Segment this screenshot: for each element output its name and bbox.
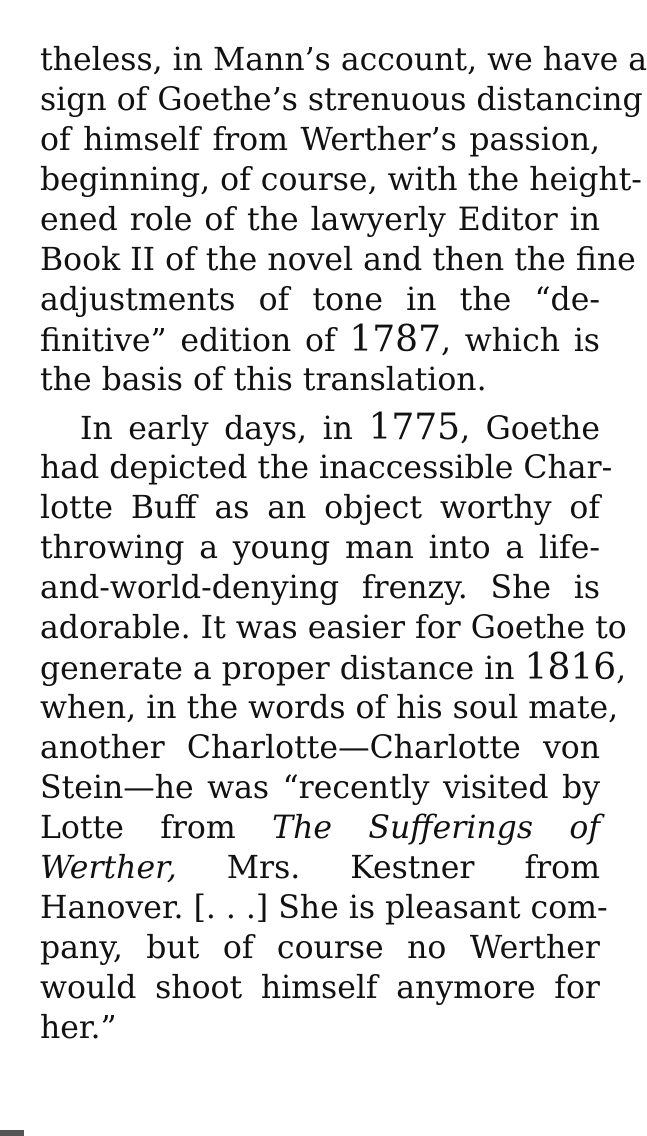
text-line — [40, 200, 600, 240]
italic-title: The Sufferings of — [272, 810, 600, 846]
text-line — [40, 568, 600, 608]
text-segment: her.” — [40, 1010, 117, 1046]
text-segment: Mrs. Kestner from — [176, 850, 600, 886]
text-line — [40, 688, 619, 728]
text-segment: finitive” edition of — [40, 323, 350, 359]
text-line — [40, 160, 642, 200]
text-segment: would shoot himself anymore for — [40, 970, 600, 1006]
text-segment: , — [616, 651, 627, 687]
text-segment: beginning, of course, with the height- — [40, 162, 642, 198]
text-segment: pany, but of course no Werther — [40, 930, 600, 966]
text-line — [40, 728, 600, 768]
text-segment: when, in the words of his soul mate, — [40, 690, 619, 726]
text-line — [40, 320, 600, 360]
italic-title: Werther, — [40, 850, 177, 886]
text-segment: another Charlotte—Charlotte von — [40, 730, 600, 766]
oldstyle-number: 1787 — [349, 319, 441, 360]
text-line — [40, 80, 643, 120]
text-line — [40, 528, 600, 568]
text-line — [40, 360, 600, 400]
oldstyle-number: 1816 — [524, 647, 617, 688]
text-segment: Book II of the novel and then the fine — [40, 242, 636, 278]
text-segment: adjustments of tone in the “de- — [40, 282, 600, 318]
reading-text-column — [40, 40, 647, 1048]
text-line — [40, 240, 636, 280]
text-line — [40, 768, 600, 808]
text-segment: adorable. It was easier for Goethe to — [40, 610, 627, 646]
text-segment: , which is — [440, 323, 600, 359]
text-line — [40, 488, 600, 528]
text-segment: Hanover. [. . .] She is pleasant com- — [40, 890, 608, 926]
text-segment: lotte Buff as an object worthy of — [40, 490, 600, 526]
text-segment: ened role of the lawyerly Editor in — [40, 202, 600, 238]
text-line — [40, 808, 600, 848]
text-line — [40, 280, 600, 320]
text-paragraph — [40, 40, 647, 400]
text-segment: of himself from Werther’s passion, — [40, 122, 600, 158]
page-progress-marker — [0, 1130, 24, 1136]
text-segment: and-world-denying frenzy. She is — [40, 570, 600, 606]
text-segment: had depicted the inaccessible Char- — [40, 450, 613, 486]
text-segment: sign of Goethe’s strenuous distancing — [40, 82, 643, 118]
text-line — [40, 1008, 600, 1048]
text-line — [40, 848, 600, 888]
text-segment: Lotte from — [40, 810, 273, 846]
text-line — [40, 408, 600, 448]
text-line — [40, 120, 600, 160]
text-segment: theless, in Mann’s account, we have a — [40, 42, 647, 78]
text-line — [40, 608, 627, 648]
text-line — [40, 40, 647, 80]
text-segment: generate a proper distance in — [40, 651, 525, 687]
text-segment: the basis of this translation. — [40, 362, 487, 398]
text-line — [40, 968, 600, 1008]
text-segment: In early days, in — [80, 411, 369, 447]
text-segment: throwing a young man into a life- — [40, 530, 600, 566]
text-segment: , Goethe — [460, 411, 600, 447]
text-line — [40, 928, 600, 968]
text-segment: Stein—he was “recently visited by — [40, 770, 600, 806]
text-line — [40, 647, 627, 688]
oldstyle-number: 1775 — [368, 407, 461, 448]
text-line — [40, 888, 608, 928]
text-line — [40, 448, 613, 488]
text-paragraph — [40, 407, 627, 1048]
